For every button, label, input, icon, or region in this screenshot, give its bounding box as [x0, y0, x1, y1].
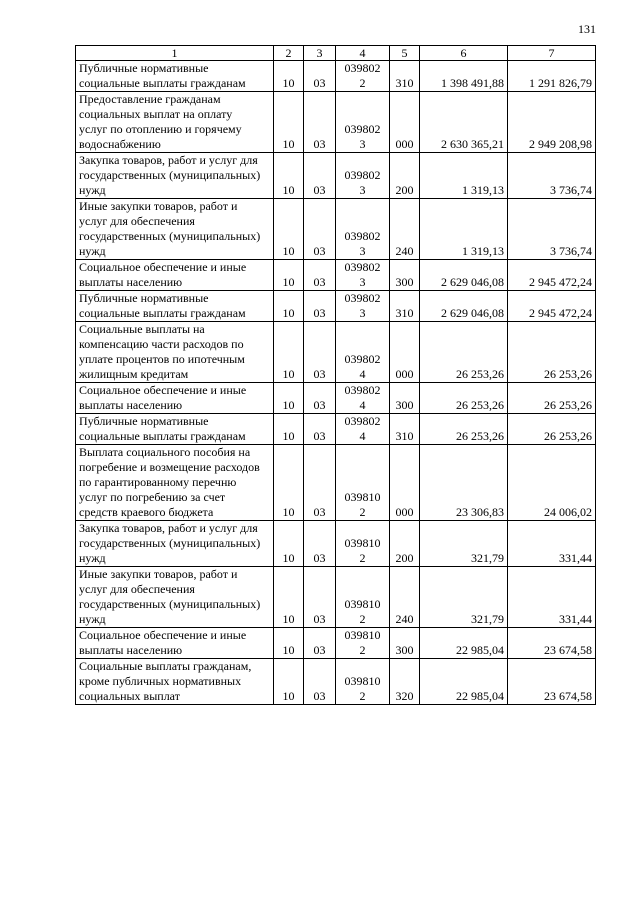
target-article-line: 039802 — [344, 229, 381, 243]
row-name-line: Социальное обеспечение и иные — [79, 628, 247, 642]
row-name-line: государственных (муниципальных) — [79, 229, 261, 243]
target-article-cell — [336, 153, 390, 199]
expense-type-cell: 200 — [390, 521, 420, 567]
target-article-line: 2 — [359, 76, 366, 90]
target-article-line: 4 — [359, 429, 366, 443]
row-name-line: Выплата социального пособия на — [79, 445, 251, 459]
target-article-line: 039802 — [344, 352, 381, 366]
amount-year2-cell: 3 736,74 — [508, 199, 596, 260]
row-name-line: Социальные выплаты на — [79, 322, 205, 336]
target-article-line: 039810 — [344, 536, 381, 550]
row-name-line: выплаты населению — [79, 275, 183, 289]
target-article-line: 3 — [359, 183, 366, 197]
row-name-cell — [76, 260, 274, 291]
amount-year2-cell: 3 736,74 — [508, 153, 596, 199]
target-article-line: 2 — [359, 689, 366, 703]
header-col-4: 4 — [336, 46, 390, 61]
row-name-line: нужд — [79, 244, 106, 258]
section-code-cell: 10 — [274, 322, 304, 383]
row-name-cell — [76, 383, 274, 414]
target-article-cell — [336, 521, 390, 567]
target-article-cell — [336, 199, 390, 260]
amount-year2-cell: 331,44 — [508, 521, 596, 567]
row-name-line: нужд — [79, 551, 106, 565]
row-name-line: Закупка товаров, работ и услуг для — [79, 521, 258, 535]
header-col-6: 6 — [420, 46, 508, 61]
row-name-cell — [76, 521, 274, 567]
section-code-cell: 10 — [274, 291, 304, 322]
target-article-line: 039802 — [344, 122, 381, 136]
section-code-cell: 10 — [274, 521, 304, 567]
target-article-line: 2 — [359, 505, 366, 519]
target-article-line: 039802 — [344, 383, 381, 397]
subsection-code-cell: 03 — [304, 383, 336, 414]
amount-year2-cell: 2 949 208,98 — [508, 92, 596, 153]
subsection-code-cell: 03 — [304, 445, 336, 521]
amount-year1-cell: 2 629 046,08 — [420, 260, 508, 291]
amount-year2-cell: 26 253,26 — [508, 322, 596, 383]
subsection-code-cell: 03 — [304, 567, 336, 628]
target-article-line: 039810 — [344, 597, 381, 611]
header-row — [76, 46, 596, 61]
amount-year1-cell: 23 306,83 — [420, 445, 508, 521]
row-name-line: Предоставление гражданам — [79, 92, 221, 106]
target-article-line: 039802 — [344, 291, 381, 305]
row-name-line: Публичные нормативные — [79, 291, 209, 305]
table-row — [76, 322, 596, 383]
row-name-line: водоснабжению — [79, 137, 161, 151]
amount-year2-cell: 331,44 — [508, 567, 596, 628]
target-article-line: 2 — [359, 612, 366, 626]
section-code-cell: 10 — [274, 659, 304, 705]
target-article-line: 3 — [359, 275, 366, 289]
table-row — [76, 61, 596, 92]
target-article-cell — [336, 445, 390, 521]
subsection-code-cell: 03 — [304, 414, 336, 445]
table-body — [76, 61, 596, 705]
amount-year2-cell: 23 674,58 — [508, 628, 596, 659]
subsection-code-cell: 03 — [304, 260, 336, 291]
row-name-line: Закупка товаров, работ и услуг для — [79, 153, 258, 167]
table-row — [76, 628, 596, 659]
row-name-line: кроме публичных нормативных — [79, 674, 242, 688]
expense-type-cell: 000 — [390, 445, 420, 521]
row-name-cell — [76, 61, 274, 92]
amount-year2-cell: 23 674,58 — [508, 659, 596, 705]
row-name-line: услуг по отоплению и горячему — [79, 122, 242, 136]
target-article-line: 039810 — [344, 674, 381, 688]
target-article-line: 3 — [359, 137, 366, 151]
table-row — [76, 153, 596, 199]
target-article-cell — [336, 322, 390, 383]
row-name-cell — [76, 322, 274, 383]
expense-type-cell: 300 — [390, 383, 420, 414]
subsection-code-cell: 03 — [304, 659, 336, 705]
amount-year2-cell: 2 945 472,24 — [508, 260, 596, 291]
table-row — [76, 521, 596, 567]
page-number: 131 — [578, 22, 596, 36]
row-name-cell — [76, 445, 274, 521]
target-article-cell — [336, 383, 390, 414]
row-name-line: погребение и возмещение расходов — [79, 460, 260, 474]
target-article-line: 039810 — [344, 490, 381, 504]
row-name-line: нужд — [79, 183, 106, 197]
row-name-cell — [76, 414, 274, 445]
row-name-line: компенсацию части расходов по — [79, 337, 244, 351]
row-name-cell — [76, 291, 274, 322]
amount-year2-cell: 2 945 472,24 — [508, 291, 596, 322]
section-code-cell: 10 — [274, 61, 304, 92]
amount-year1-cell: 1 319,13 — [420, 199, 508, 260]
table-row — [76, 291, 596, 322]
row-name-line: Иные закупки товаров, работ и — [79, 567, 238, 581]
table-row — [76, 92, 596, 153]
target-article-line: 3 — [359, 244, 366, 258]
amount-year2-cell: 26 253,26 — [508, 383, 596, 414]
amount-year2-cell: 26 253,26 — [508, 414, 596, 445]
header-col-2: 2 — [274, 46, 304, 61]
row-name-line: по гарантированному перечню — [79, 475, 237, 489]
row-name-line: уплате процентов по ипотечным — [79, 352, 245, 366]
target-article-line: 039802 — [344, 260, 381, 274]
section-code-cell: 10 — [274, 445, 304, 521]
section-code-cell: 10 — [274, 260, 304, 291]
row-name-line: услуг по погребению за счет — [79, 490, 226, 504]
target-article-cell — [336, 414, 390, 445]
header-col-3: 3 — [304, 46, 336, 61]
row-name-cell — [76, 567, 274, 628]
expense-type-cell: 000 — [390, 92, 420, 153]
expense-type-cell: 000 — [390, 322, 420, 383]
row-name-line: Социальное обеспечение и иные — [79, 383, 247, 397]
section-code-cell: 10 — [274, 383, 304, 414]
section-code-cell: 10 — [274, 628, 304, 659]
expense-type-cell: 310 — [390, 414, 420, 445]
target-article-cell — [336, 92, 390, 153]
amount-year1-cell: 321,79 — [420, 567, 508, 628]
target-article-line: 2 — [359, 643, 366, 657]
row-name-cell — [76, 659, 274, 705]
budget-table — [75, 45, 596, 705]
row-name-line: жилищным кредитам — [79, 367, 189, 381]
subsection-code-cell: 03 — [304, 521, 336, 567]
subsection-code-cell: 03 — [304, 92, 336, 153]
row-name-line: выплаты населению — [79, 643, 183, 657]
target-article-cell — [336, 628, 390, 659]
amount-year1-cell: 321,79 — [420, 521, 508, 567]
target-article-cell — [336, 567, 390, 628]
row-name-line: средств краевого бюджета — [79, 505, 214, 519]
amount-year1-cell: 1 319,13 — [420, 153, 508, 199]
section-code-cell: 10 — [274, 567, 304, 628]
row-name-line: выплаты населению — [79, 398, 183, 412]
table-row — [76, 659, 596, 705]
amount-year1-cell: 2 629 046,08 — [420, 291, 508, 322]
row-name-line: Социальные выплаты гражданам, — [79, 659, 252, 673]
row-name-cell — [76, 199, 274, 260]
row-name-cell — [76, 153, 274, 199]
row-name-line: социальные выплаты гражданам — [79, 429, 246, 443]
section-code-cell: 10 — [274, 153, 304, 199]
table-row — [76, 414, 596, 445]
target-article-line: 039802 — [344, 168, 381, 182]
row-name-line: государственных (муниципальных) — [79, 168, 261, 182]
target-article-cell — [336, 659, 390, 705]
section-code-cell: 10 — [274, 92, 304, 153]
target-article-cell — [336, 291, 390, 322]
row-name-line: Публичные нормативные — [79, 414, 209, 428]
row-name-line: услуг для обеспечения — [79, 214, 195, 228]
amount-year1-cell: 1 398 491,88 — [420, 61, 508, 92]
row-name-cell — [76, 92, 274, 153]
table-row — [76, 199, 596, 260]
row-name-line: социальные выплаты гражданам — [79, 76, 246, 90]
expense-type-cell: 300 — [390, 628, 420, 659]
subsection-code-cell: 03 — [304, 628, 336, 659]
target-article-cell — [336, 260, 390, 291]
table-row — [76, 445, 596, 521]
target-article-line: 4 — [359, 367, 366, 381]
row-name-line: государственных (муниципальных) — [79, 597, 261, 611]
amount-year1-cell: 22 985,04 — [420, 628, 508, 659]
expense-type-cell: 240 — [390, 567, 420, 628]
amount-year1-cell: 22 985,04 — [420, 659, 508, 705]
section-code-cell: 10 — [274, 414, 304, 445]
amount-year1-cell: 26 253,26 — [420, 414, 508, 445]
expense-type-cell: 310 — [390, 61, 420, 92]
row-name-line: нужд — [79, 612, 106, 626]
expense-type-cell: 300 — [390, 260, 420, 291]
table-row — [76, 260, 596, 291]
target-article-line: 4 — [359, 398, 366, 412]
amount-year2-cell: 1 291 826,79 — [508, 61, 596, 92]
amount-year1-cell: 26 253,26 — [420, 322, 508, 383]
section-code-cell: 10 — [274, 199, 304, 260]
header-col-1: 1 — [76, 46, 274, 61]
amount-year1-cell: 26 253,26 — [420, 383, 508, 414]
row-name-line: Иные закупки товаров, работ и — [79, 199, 238, 213]
expense-type-cell: 200 — [390, 153, 420, 199]
header-col-7: 7 — [508, 46, 596, 61]
target-article-cell — [336, 61, 390, 92]
header-col-5: 5 — [390, 46, 420, 61]
table-row — [76, 567, 596, 628]
target-article-line: 2 — [359, 551, 366, 565]
row-name-line: услуг для обеспечения — [79, 582, 195, 596]
row-name-line: социальных выплат на оплату — [79, 107, 233, 121]
row-name-line: социальных выплат — [79, 689, 180, 703]
target-article-line: 3 — [359, 306, 366, 320]
expense-type-cell: 310 — [390, 291, 420, 322]
subsection-code-cell: 03 — [304, 291, 336, 322]
amount-year1-cell: 2 630 365,21 — [420, 92, 508, 153]
expense-type-cell: 240 — [390, 199, 420, 260]
amount-year2-cell: 24 006,02 — [508, 445, 596, 521]
table-row — [76, 383, 596, 414]
subsection-code-cell: 03 — [304, 61, 336, 92]
subsection-code-cell: 03 — [304, 322, 336, 383]
subsection-code-cell: 03 — [304, 153, 336, 199]
target-article-line: 039810 — [344, 628, 381, 642]
expense-type-cell: 320 — [390, 659, 420, 705]
row-name-line: Публичные нормативные — [79, 61, 209, 75]
row-name-line: социальные выплаты гражданам — [79, 306, 246, 320]
subsection-code-cell: 03 — [304, 199, 336, 260]
row-name-line: Социальное обеспечение и иные — [79, 260, 247, 274]
row-name-cell — [76, 628, 274, 659]
row-name-line: государственных (муниципальных) — [79, 536, 261, 550]
target-article-line: 039802 — [344, 61, 381, 75]
target-article-line: 039802 — [344, 414, 381, 428]
